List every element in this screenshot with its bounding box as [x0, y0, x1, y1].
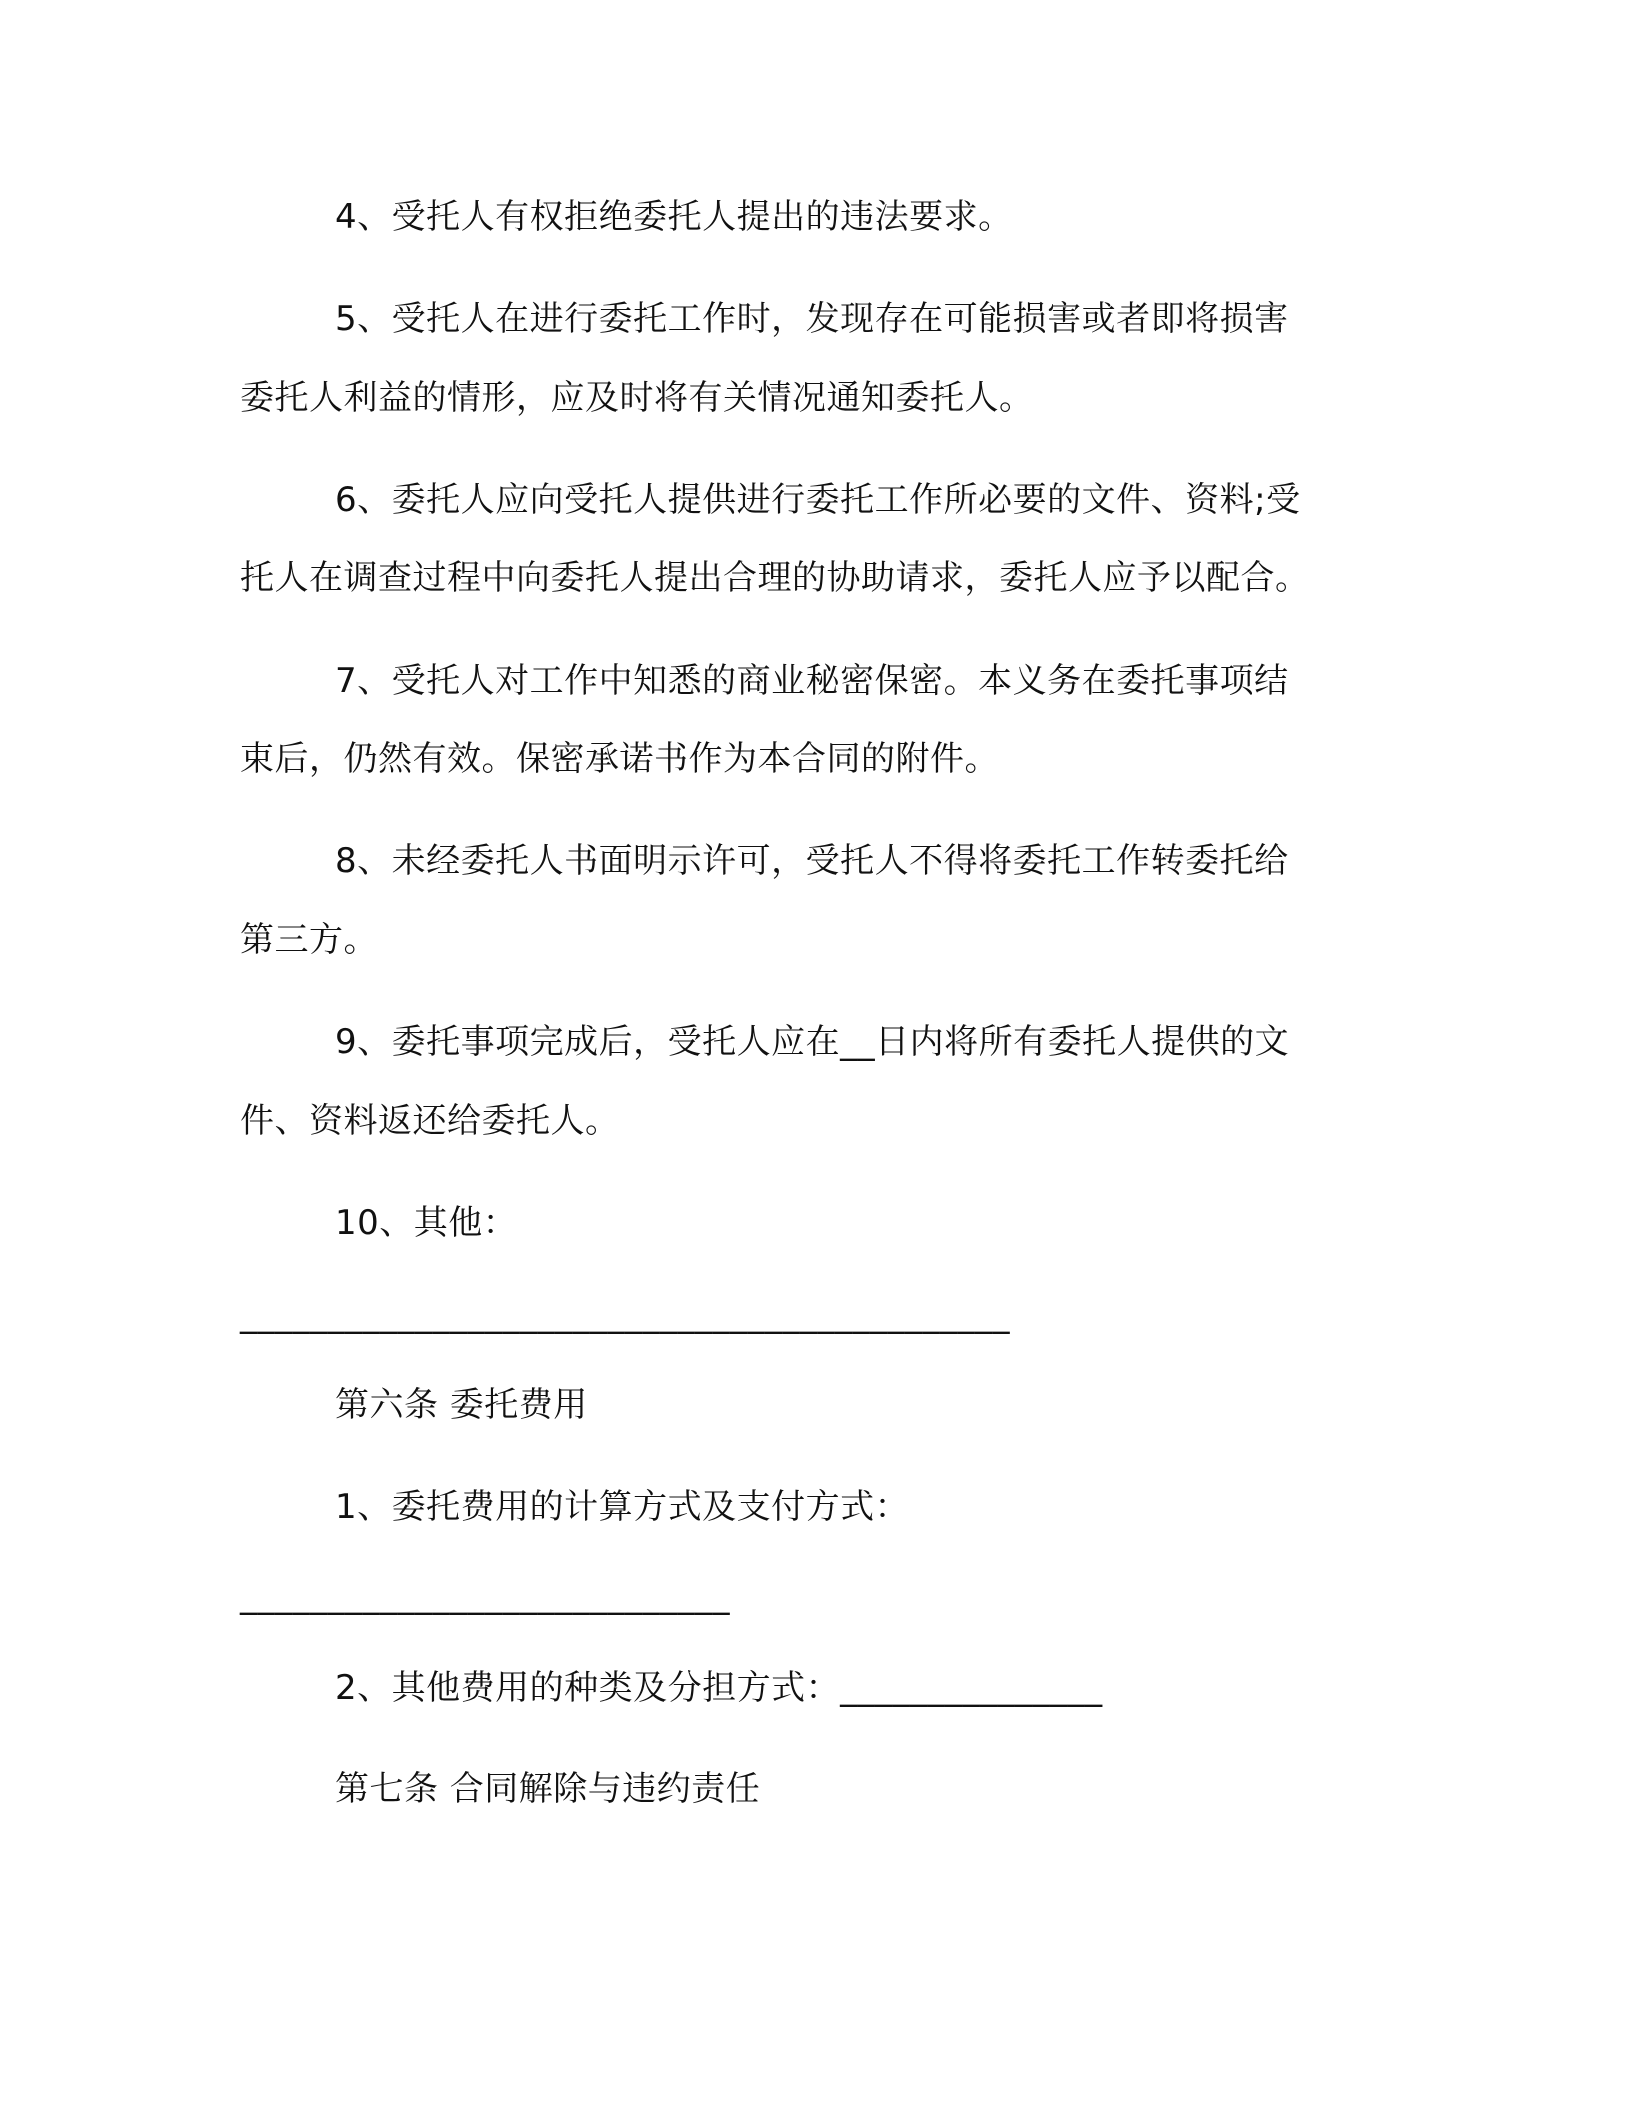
clause-4: 4、受托人有权拒绝委托人提出的违法要求。 [335, 197, 1013, 237]
clause-5-line-2: 委托人利益的情形，应及时将有关情况通知委托人。 [240, 378, 1034, 418]
clause-9-line-1: 9、委托事项完成后，受托人应在__日内将所有委托人提供的文 [335, 1022, 1290, 1062]
clause-8-line-1: 8、未经委托人书面明示许可，受托人不得将委托工作转委托给 [335, 841, 1289, 881]
clause-6-line-1: 6、委托人应向受托人提供进行委托工作所必要的文件、资料;受 [335, 480, 1301, 520]
article-6-clause-1-blank-line: ____________________________ [240, 1576, 730, 1616]
clause-8-line-2: 第三方。 [240, 920, 378, 960]
article-6-clause-1: 1、委托费用的计算方式及支付方式： [335, 1487, 910, 1527]
article-6-clause-2: 2、其他费用的种类及分担方式：_______________ [335, 1668, 1103, 1708]
clause-6-line-2: 托人在调查过程中向委托人提出合理的协助请求，委托人应予以配合。 [240, 558, 1310, 598]
article-6-heading: 第六条 委托费用 [335, 1385, 588, 1425]
clause-10: 10、其他： [335, 1203, 518, 1243]
clause-7-line-1: 7、受托人对工作中知悉的商业秘密保密。本义务在委托事项结 [335, 661, 1289, 701]
clause-9-line-2: 件、资料返还给委托人。 [240, 1101, 620, 1141]
clause-5-line-1: 5、受托人在进行委托工作时，发现存在可能损害或者即将损害 [335, 299, 1289, 339]
article-7-heading: 第七条 合同解除与违约责任 [335, 1769, 761, 1809]
clause-7-line-2: 束后，仍然有效。保密承诺书作为本合同的附件。 [240, 739, 999, 779]
clause-10-blank-line: ____________________________________________ [240, 1295, 1010, 1335]
